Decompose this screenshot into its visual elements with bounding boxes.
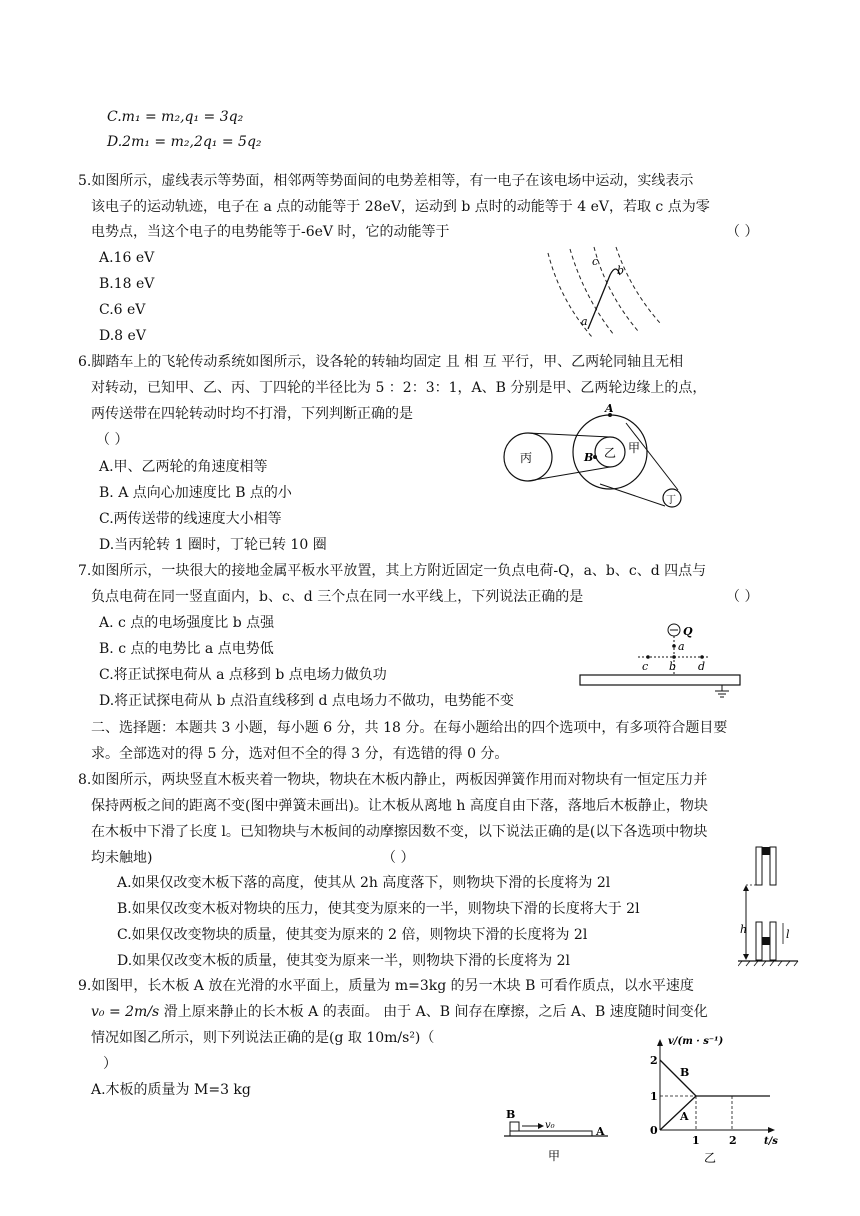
q6-option-b: B. A 点向心加速度比 B 点的小 (99, 485, 292, 501)
y-axis-label: v/(m · s⁻¹) (668, 1036, 724, 1047)
q7-option-d: D.将正试探电荷从 b 点沿直线移到 d 点电场力不做功，电势能不变 (99, 693, 514, 709)
q7-charge-plate-figure (578, 620, 748, 698)
q9-stem-line2-text: 滑上原来静止的长木板 A 的表面。 由于 A、B 间存在摩擦，之后 A、B 速度随时间变化 (159, 1004, 708, 1020)
label-b: b (617, 264, 625, 277)
belt-right-2 (600, 484, 665, 506)
label-A: A (605, 402, 614, 415)
label-b: b (669, 660, 677, 673)
label-d: d (698, 660, 706, 673)
h-arrow-head-up (743, 885, 749, 891)
label-B: B (506, 1108, 516, 1121)
q4-option-c: C.m₁ = m₂,q₁ = 3q₂ (107, 109, 244, 125)
q9-option-a: A.木板的质量为 M=3 kg (91, 1082, 251, 1098)
q8-answer-paren: （ ） (382, 850, 415, 866)
y-axis-arrow (657, 1039, 663, 1046)
q5-stem-line3: 电势点，当这个电子的电势能等于-6eV 时，它的动能等于 (91, 224, 450, 240)
q7-option-a: A. c 点的电场强度比 b 点强 (99, 615, 275, 631)
equipotential-line-4 (616, 247, 660, 323)
q7-stem-line2: 负点电荷在同一竖直面内，b、c、d 三个点在同一水平线上，下列说法正确的是 (91, 589, 584, 605)
ground-hatch (738, 961, 798, 966)
label-B: B (584, 451, 594, 464)
label-a: a (581, 315, 588, 328)
velocity-arrow-head (538, 1123, 544, 1129)
q7-stem-line1: 7.如图所示，一块很大的接地金属平板水平放置，其上方附近固定一负点电荷-Q，a、b、c、d 四点与 (78, 563, 707, 579)
q9-initial-velocity: v₀ = 2m/s (91, 1004, 160, 1020)
label-l: l (786, 928, 790, 941)
x-tick-2: 2 (729, 1134, 737, 1147)
point-d (700, 655, 704, 659)
block-b (510, 1122, 519, 1131)
label-ding: 丁 (666, 495, 676, 506)
q5-option-b: B.18 eV (99, 276, 155, 292)
belt-lower (528, 467, 610, 481)
q5-stem-line1: 5.如图所示，虚线表示等势面，相邻两等势面间的电势差相等，有一电子在该电场中运动，实线表示 (78, 173, 694, 189)
label-a: a (678, 640, 685, 653)
q5-option-d: D.8 eV (99, 328, 146, 344)
label-bing: 丙 (520, 451, 533, 465)
block-bottom (762, 937, 770, 945)
q8-stem-line4: 均未触地) (91, 850, 153, 866)
q6-stem-line1: 6.脚踏车上的飞轮传动系统如图所示，设各轮的转轴均固定 且 相 互 平行，甲、乙两轮同轴且无相 (78, 354, 684, 370)
label-v0: v₀ (545, 1120, 555, 1131)
label-Q: Q (683, 625, 693, 638)
q9-stem-line3: 情况如图乙所示，则下列说法正确的是(g 取 10m/s²)（ (91, 1030, 435, 1046)
q6-stem-line3: 两传送带在四轮转动时均不打滑，下列判断正确的是 (91, 406, 413, 422)
q6-stem-line2: 对转动，已知甲、乙、丙、丁四轮的半径比为 5 ：2：3：1，A、B 分别是甲、乙两轮边缘上的点， (91, 380, 707, 396)
q8-option-b: B.如果仅改变木板对物块的压力，使其变为原来的一半，则物块下滑的长度将大于 2l (117, 901, 640, 917)
q8-stem-line3: 在木板中下滑了长度 l。已知物块与木板间的动摩擦因数不变，以下说法正确的是(以下各选项中物块 (91, 824, 708, 840)
label-yi: 乙 (604, 446, 617, 460)
equipotential-line-3 (594, 247, 638, 331)
q8-stem-line2: 保持两板之间的距离不变(图中弹簧未画出)。让木板从离地 h 高度自由下落，落地后木板静止，物块 (91, 798, 708, 814)
label-jia: 甲 (628, 441, 641, 455)
point-b (672, 655, 676, 659)
label-h: h (740, 923, 748, 936)
q7-option-c: C.将正试探电荷从 a 点移到 b 点电场力做负功 (99, 667, 387, 683)
q8-option-a: A.如果仅改变木板下落的高度，使其从 2h 高度落下，则物块下滑的长度将为 2l (117, 875, 611, 891)
q9-stem-line1: 9.如图甲，长木板 A 放在光滑的水平面上，质量为 m=3kg 的另一木块 B 可看作质点，以水平速度 (78, 978, 694, 994)
q6-option-d: D.当丙轮转 1 圈时，丁轮已转 10 圈 (99, 537, 327, 553)
board-a (510, 1131, 592, 1136)
caption-yi: 乙 (704, 1151, 717, 1165)
x-axis-label: t/s (764, 1136, 778, 1147)
q9-stem-line2 (91, 1002, 708, 1022)
q9-fig-yi-vt-graph (642, 1034, 788, 1168)
block-top (762, 847, 770, 855)
q7-option-b: B. c 点的电势比 a 点电势低 (99, 641, 274, 657)
section2-heading-line2: 求。全部选对的得 5 分，选对但不全的得 3 分，有选错的得 0 分。 (91, 746, 509, 762)
x-tick-1: 1 (692, 1134, 700, 1147)
label-B: B (680, 1066, 690, 1079)
q6-answer-paren: （ ） (96, 432, 129, 448)
q5-equipotential-figure (540, 245, 670, 345)
q5-answer-paren: （ ） (726, 224, 759, 240)
board-left-top (756, 847, 762, 885)
q9-fig-jia (504, 1104, 620, 1166)
point-b (593, 455, 597, 459)
q9-stem-line4: ） (103, 1056, 117, 1072)
q7-answer-paren: （ ） (726, 589, 759, 605)
q5-option-a: A.16 eV (99, 250, 155, 266)
label-c: c (592, 255, 599, 268)
section2-heading-line1: 二、选择题：本题共 3 小题，每小题 6 分，共 18 分。在每小题给出的四个选项中，有多项符合题目要 (91, 720, 728, 736)
y-tick-1: 1 (650, 1090, 658, 1103)
metal-plate (580, 675, 740, 685)
point-a (672, 644, 676, 648)
line-a (660, 1096, 696, 1130)
q5-stem-line2: 该电子的运动轨迹，电子在 a 点的动能等于 28eV，运动到 b 点时的动能等于 4 eV，若取 c 点为零 (91, 199, 710, 215)
label-c: c (642, 660, 649, 673)
q8-option-c: C.如果仅改变物块的质量，使其变为原来的 2 倍，则物块下滑的长度将为 2l (117, 927, 588, 943)
label-A: A (596, 1125, 605, 1138)
q8-board-drop-figure (738, 845, 800, 967)
q8-option-d: D.如果仅改变木板的质量，使其变为原来一半，则物块下滑的长度将为 2l (117, 953, 571, 969)
y-tick-2: 2 (650, 1054, 658, 1067)
q4-option-d: D.2m₁ = m₂,2q₁ = 5q₂ (107, 134, 262, 150)
origin-label: 0 (650, 1124, 658, 1137)
caption-jia: 甲 (548, 1149, 561, 1163)
q6-flywheel-figure (500, 402, 700, 514)
q6-option-c: C.两传送带的线速度大小相等 (99, 511, 282, 527)
board-right-top (770, 847, 776, 885)
board-left-bottom (756, 922, 762, 960)
board-right-bottom (770, 922, 776, 960)
point-c (646, 655, 650, 659)
x-axis-arrow (768, 1127, 775, 1133)
label-A: A (680, 1110, 689, 1123)
q6-option-a: A.甲、乙两轮的角速度相等 (99, 459, 268, 475)
q8-stem-line1: 8.如图所示，两块竖直木板夹着一物块，物块在木板内静止，两板因弹簧作用而对物块有一恒定压力并 (78, 772, 708, 788)
line-b (660, 1060, 696, 1096)
h-arrow-head-down (743, 954, 749, 960)
q5-option-c: C.6 eV (99, 302, 146, 318)
